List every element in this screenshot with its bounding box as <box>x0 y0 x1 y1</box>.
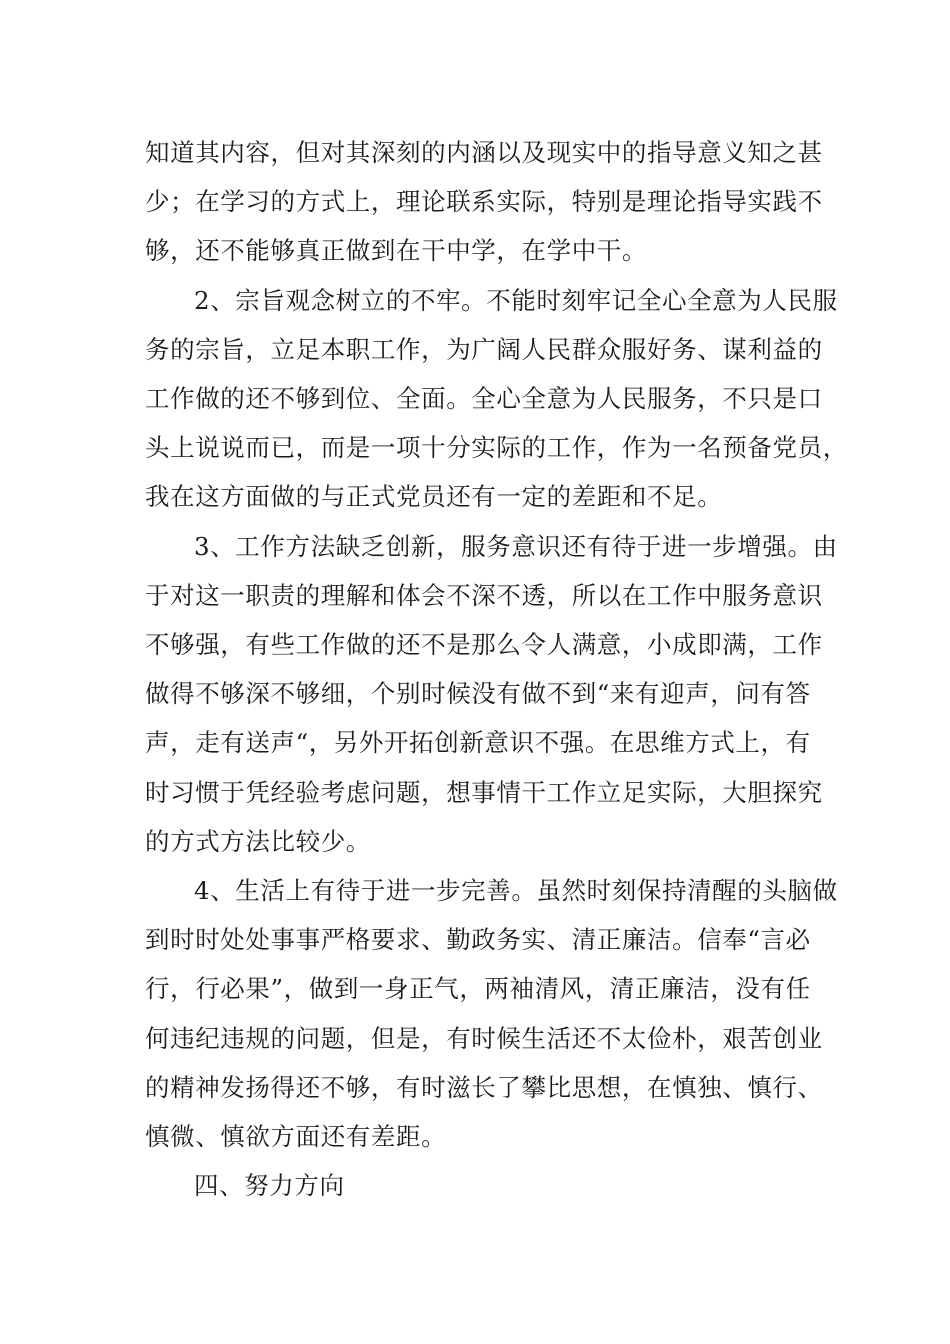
text-line: 够，还不能够真正做到在干中学，在学中干。 <box>145 236 647 266</box>
text-line: 知道其内容，但对其深刻的内涵以及现实中的指导意义知之甚 <box>145 138 823 167</box>
text-line: 的方式方法比较少。 <box>145 826 371 856</box>
text-line: 2、宗旨观念树立的不牢。不能时刻牢记全心全意为人民服 <box>194 285 838 315</box>
heading-line: 四、努力方向 <box>194 1171 345 1201</box>
text-line: 3、工作方法缺乏创新，服务意识还有待于进一步增强。由 <box>194 531 838 561</box>
text-line: 行，行必果”，做到一身正气，两袖清风，清正廉洁，没有任 <box>145 974 811 1004</box>
section-heading <box>145 1161 810 1210</box>
text-line: 到时时处处事事严格要求、勤政务实、清正廉洁。信奉“言必 <box>145 925 811 955</box>
paragraph-1 <box>145 128 823 276</box>
text-line: 声，走有送声“，另外开拓创新意识不强。在思维方式上，有 <box>145 728 811 758</box>
text-line: 不够强，有些工作做的还不是那么令人满意，小成即满，工作 <box>145 630 823 660</box>
text-line: 做得不够深不够细，个别时候没有做不到“来有迎声，问有答 <box>145 679 811 709</box>
text-line: 务的宗旨，立足本职工作，为广阔人民群众服好务、谋利益的 <box>145 334 823 364</box>
document-body <box>145 128 848 1210</box>
text-line: 何违纪违规的问题，但是，有时候生活还不太俭朴，艰苦创业 <box>145 1023 823 1053</box>
text-line: 慎微、慎欲方面还有差距。 <box>145 1122 447 1152</box>
text-line: 的精神发扬得还不够，有时滋长了攀比思想，在慎独、慎行、 <box>145 1072 823 1102</box>
paragraph-2 <box>145 276 848 522</box>
text-line: 少；在学习的方式上，理论联系实际，特别是理论指导实践不 <box>145 187 823 217</box>
text-line: 头上说说而已，而是一项十分实际的工作，作为一名预备党员， <box>145 433 848 463</box>
text-line: 我在这方面做的与正式党员还有一定的差距和不足。 <box>145 482 723 512</box>
text-line: 4、生活上有待于进一步完善。虽然时刻保持清醒的头脑做 <box>194 876 838 906</box>
paragraph-4 <box>145 866 838 1161</box>
text-line: 时习惯于凭经验考虑问题，想事情干工作立足实际，大胆探究 <box>145 777 823 807</box>
text-line: 于对这一职责的理解和体会不深不透，所以在工作中服务意识 <box>145 580 823 610</box>
text-line: 工作做的还不够到位、全面。全心全意为人民服务，不只是口 <box>145 384 823 414</box>
paragraph-3 <box>145 522 838 866</box>
